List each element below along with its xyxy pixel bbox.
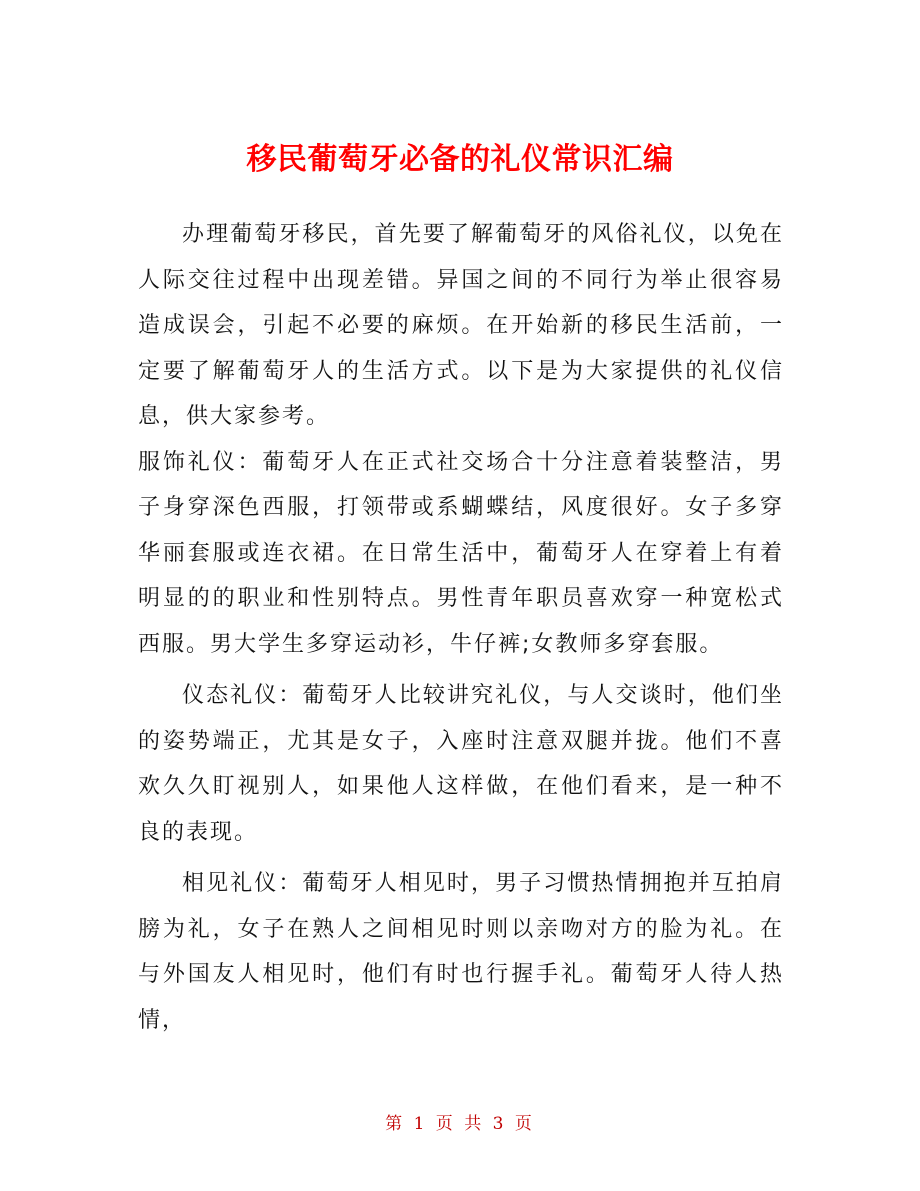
page-number-footer: 第 1 页 共 3 页 — [385, 1114, 535, 1134]
document-body — [138, 212, 784, 1043]
paragraph-posture-etiquette: 仪态礼仪：葡萄牙人比较讲究礼仪，与人交谈时，他们坐的姿势端正，尤其是女子，入座时注意双腿并拢。他们不喜欢久久盯视别人，如果他人这样做，在他们看来，是一种不良的表现。 — [138, 683, 784, 845]
paragraph-greeting-etiquette: 相见礼仪：葡萄牙人相见时，男子习惯热情拥抱并互拍肩膀为礼，女子在熟人之间相见时则以亲吻对方的脸为礼。在与外国友人相见时，他们有时也行握手礼。葡萄牙人待人热情， — [138, 871, 784, 1033]
paragraph-clothing-etiquette: 服饰礼仪：葡萄牙人在正式社交场合十分注意着装整洁，男子身穿深色西服，打领带或系蝴蝶结，风度很好。女子多穿华丽套服或连衣裙。在日常生活中，葡萄牙人在穿着上有着明显的的职业和性别特点。男性青年职员喜欢穿一种宽松式西服。男大学生多穿运动衫，牛仔裤;女教师多穿套服。 — [138, 449, 784, 657]
document-title: 移民葡萄牙必备的礼仪常识汇编 — [246, 142, 674, 178]
paragraph-intro: 办理葡萄牙移民，首先要了解葡萄牙的风俗礼仪，以免在人际交往过程中出现差错。异国之间的不同行为举止很容易造成误会，引起不必要的麻烦。在开始新的移民生活前，一定要了解葡萄牙人的生活方式。以下是为大家提供的礼仪信息，供大家参考。 — [138, 222, 784, 429]
